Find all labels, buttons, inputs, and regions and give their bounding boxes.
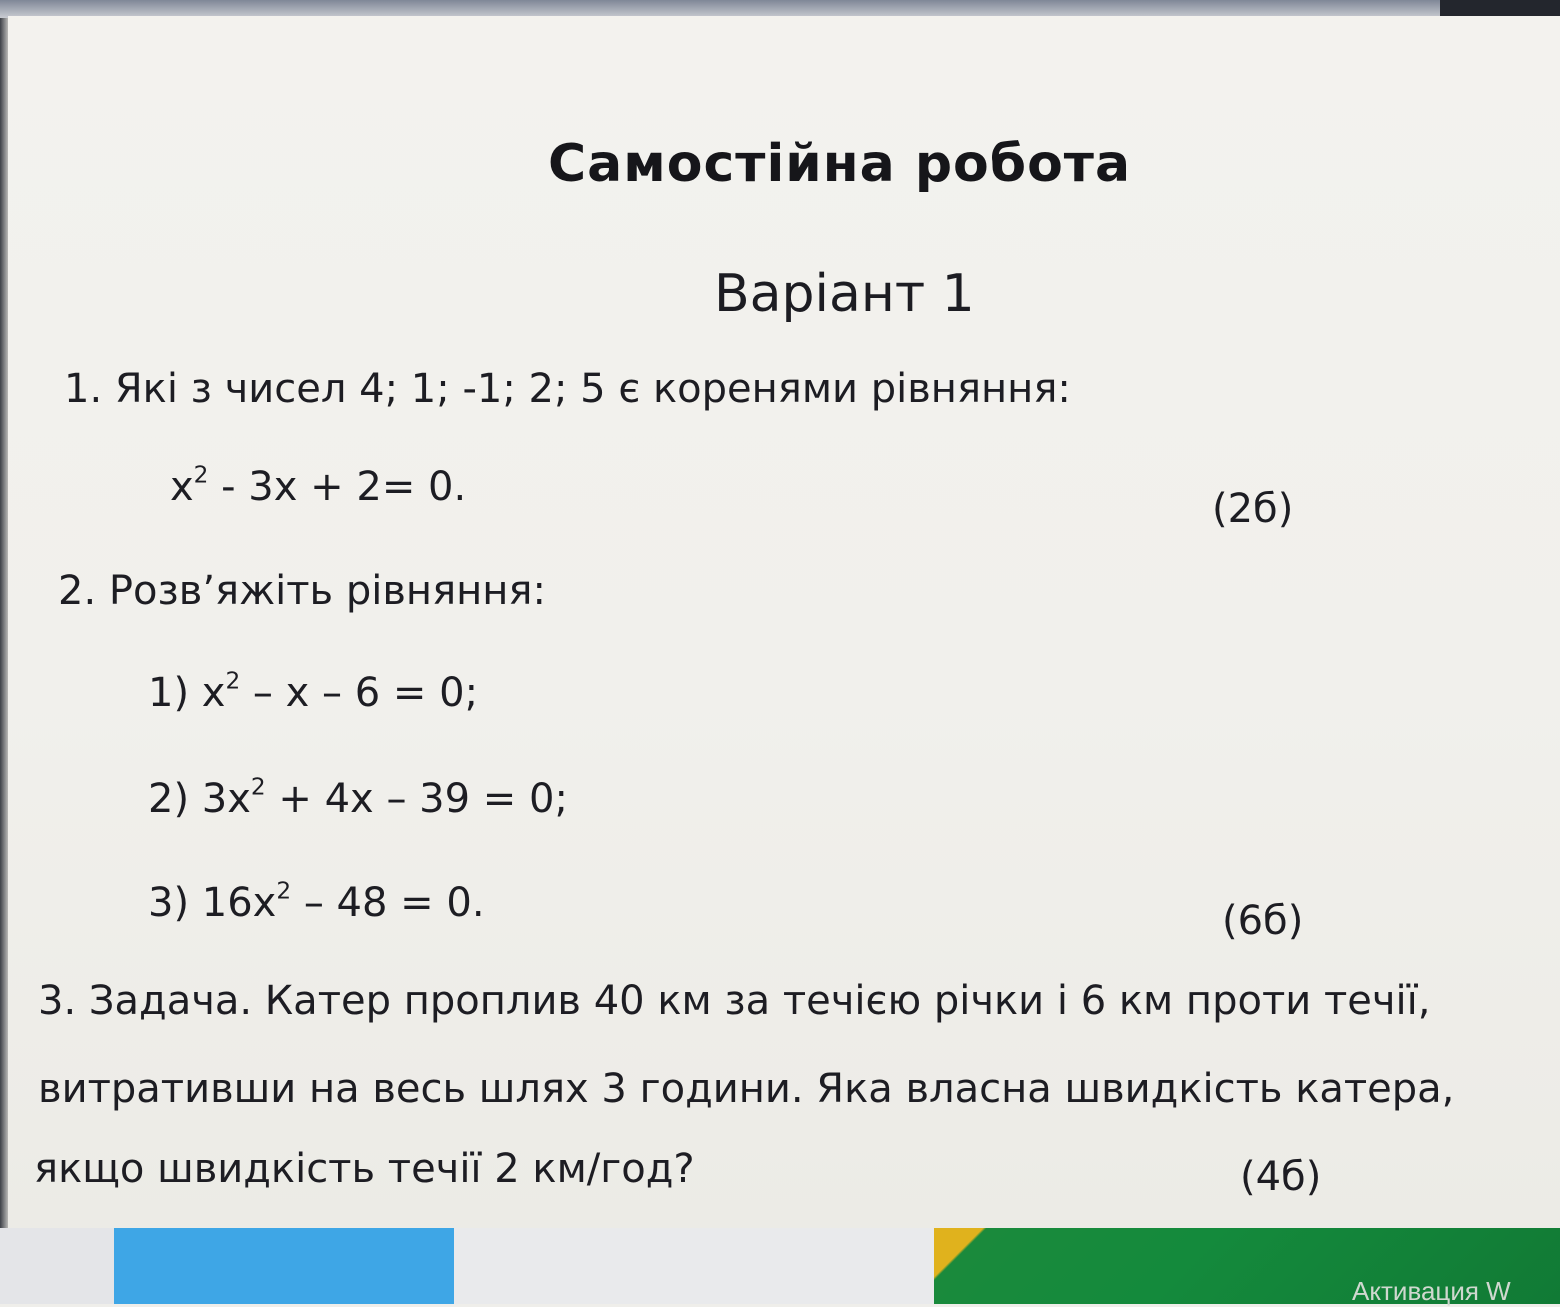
task3-line-3: якщо швидкість течії 2 км/год?: [34, 1146, 695, 1192]
task1-question: 1. Які з чисел 4; 1; -1; 2; 5 є коренями рівняння:: [64, 366, 1071, 412]
slide-title: Самостійна робота: [548, 134, 1132, 194]
eq-post: – 48 = 0.: [291, 880, 485, 926]
task1-equation: [170, 461, 467, 510]
task2-equation-1: [148, 667, 479, 716]
task1-points: (2б): [1212, 486, 1294, 532]
taskbar: [0, 1228, 1560, 1304]
taskbar-app-tile-light[interactable]: [454, 1228, 934, 1304]
eq-base: x: [170, 464, 194, 510]
task3-line-1: 3. Задача. Катер проплив 40 км за течією річки і 6 км проти течії,: [38, 978, 1431, 1024]
task3-line-2: витративши на весь шлях 3 години. Яка власна швидкість катера,: [38, 1066, 1455, 1112]
eq-post: – x – 6 = 0;: [240, 670, 479, 716]
taskbar-app-tile-blue[interactable]: [114, 1228, 454, 1304]
eq-exponent: 2: [193, 461, 209, 489]
task2-question: 2. Розв’яжіть рівняння:: [58, 568, 546, 614]
windows-activation-watermark: Активация W: [1352, 1276, 1511, 1306]
presentation-slide: [8, 16, 1560, 1230]
eq-post: + 4x – 39 = 0;: [265, 776, 568, 822]
variant-heading: Варіант 1: [714, 264, 975, 324]
eq-exponent: 2: [250, 773, 266, 801]
task2-equation-2: [148, 773, 568, 822]
task3-points: (4б): [1240, 1154, 1322, 1200]
eq-pre: 1) x: [148, 670, 226, 716]
task2-points: (6б): [1222, 898, 1304, 944]
eq-rest: - 3x + 2= 0.: [208, 464, 467, 510]
eq-exponent: 2: [225, 667, 241, 695]
eq-pre: 2) 3x: [148, 776, 251, 822]
task2-equation-3: [148, 877, 485, 926]
eq-pre: 3) 16x: [148, 880, 277, 926]
eq-exponent: 2: [276, 877, 292, 905]
